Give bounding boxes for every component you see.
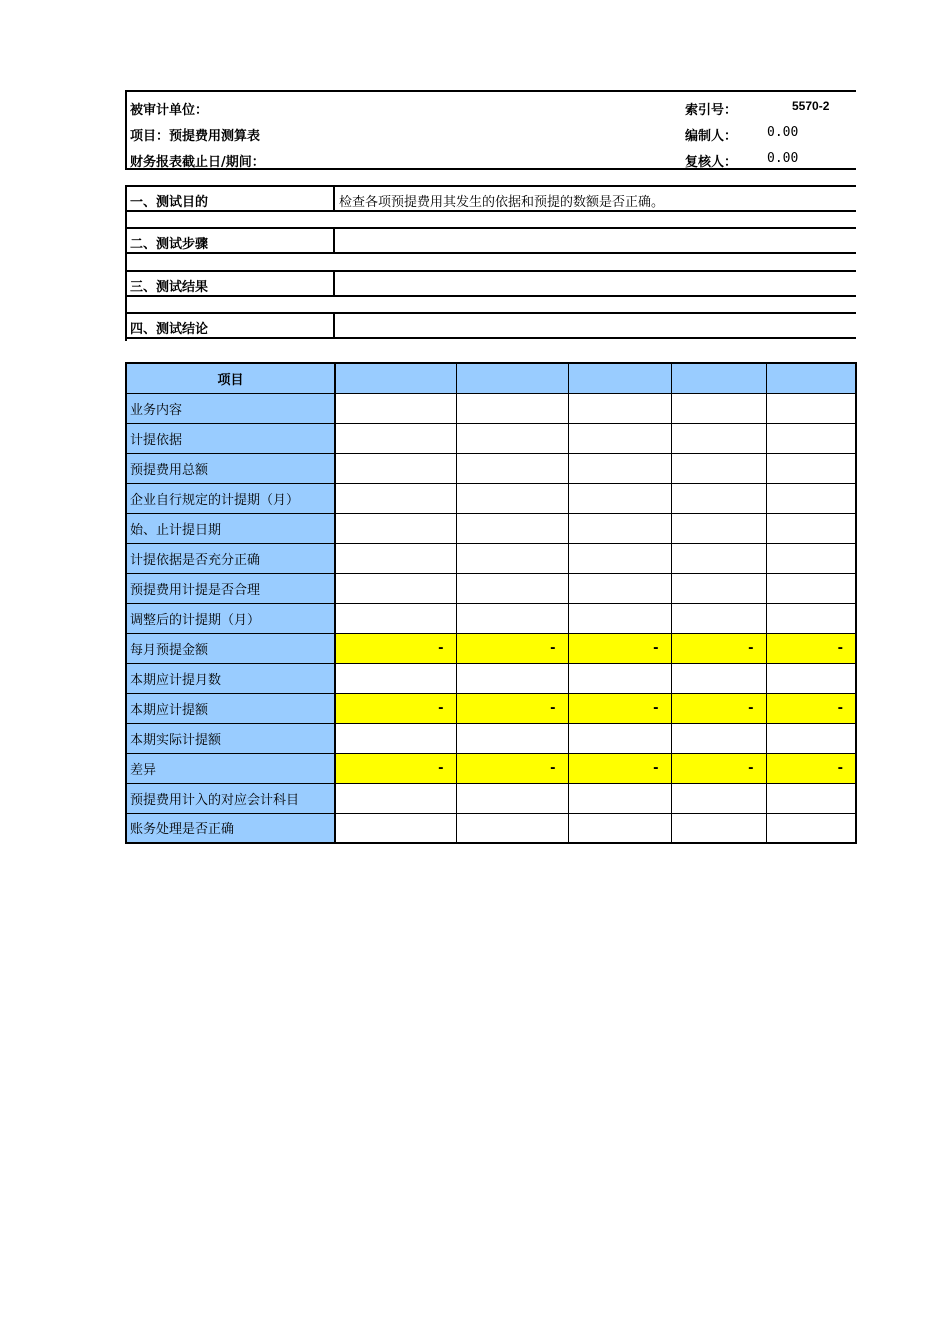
data-cell[interactable] — [766, 723, 856, 753]
data-cell[interactable] — [568, 723, 671, 753]
data-cell[interactable] — [766, 573, 856, 603]
data-cell[interactable] — [766, 783, 856, 813]
table-header-cell[interactable] — [456, 363, 568, 393]
data-cell[interactable] — [766, 453, 856, 483]
table-row — [126, 423, 856, 453]
data-cell[interactable] — [335, 813, 456, 843]
data-cell[interactable] — [568, 783, 671, 813]
row-label: 始、止计提日期 — [126, 513, 335, 543]
data-cell[interactable] — [671, 783, 766, 813]
table-row — [126, 783, 856, 813]
test-steps-label: 二、测试步骤 — [127, 229, 335, 252]
formula-cell[interactable]: - — [335, 633, 456, 663]
data-cell[interactable] — [568, 663, 671, 693]
test-purpose-row — [127, 185, 856, 212]
data-cell[interactable] — [335, 573, 456, 603]
data-cell[interactable] — [671, 513, 766, 543]
row-label: 本期应计提额 — [126, 693, 335, 723]
formula-cell[interactable]: - — [335, 753, 456, 783]
table-header-cell[interactable] — [335, 363, 456, 393]
header-block — [125, 90, 856, 170]
table-header-row — [126, 363, 856, 393]
data-cell[interactable] — [568, 393, 671, 423]
data-cell[interactable] — [456, 783, 568, 813]
table-row — [126, 663, 856, 693]
data-cell[interactable] — [568, 573, 671, 603]
formula-cell[interactable]: - — [568, 753, 671, 783]
data-cell[interactable] — [335, 483, 456, 513]
preparer-label: 编制人： — [685, 129, 738, 144]
data-cell[interactable] — [335, 453, 456, 483]
data-cell[interactable] — [671, 573, 766, 603]
data-cell[interactable] — [766, 423, 856, 453]
project-label: 项目：预提费用测算表 — [130, 129, 261, 144]
formula-cell[interactable]: - — [766, 633, 856, 663]
header-row-auditee — [127, 94, 856, 120]
test-conclusion-label: 四、测试结论 — [127, 314, 335, 337]
data-cell[interactable] — [671, 603, 766, 633]
formula-cell[interactable]: - — [671, 693, 766, 723]
data-cell[interactable] — [671, 423, 766, 453]
data-cell[interactable] — [456, 573, 568, 603]
data-cell[interactable] — [671, 663, 766, 693]
row-label: 本期应计提月数 — [126, 663, 335, 693]
formula-cell[interactable]: - — [568, 633, 671, 663]
formula-cell[interactable]: - — [456, 693, 568, 723]
test-conclusion-row — [127, 312, 856, 339]
auditee-label: 被审计单位： — [130, 103, 209, 118]
data-cell[interactable] — [766, 483, 856, 513]
header-row-period — [127, 146, 856, 172]
index-label: 索引号： — [685, 103, 738, 118]
row-label: 预提费用计入的对应会计科目 — [126, 783, 335, 813]
data-cell[interactable] — [456, 603, 568, 633]
period-label: 财务报表截止日/期间： — [130, 155, 265, 170]
table-row — [126, 813, 856, 843]
accrual-calc-table — [125, 362, 857, 844]
data-cell[interactable] — [766, 393, 856, 423]
row-label: 账务处理是否正确 — [126, 813, 335, 843]
formula-cell[interactable]: - — [456, 633, 568, 663]
data-cell[interactable] — [568, 603, 671, 633]
data-cell[interactable] — [456, 663, 568, 693]
data-cell[interactable] — [671, 393, 766, 423]
data-cell[interactable] — [568, 813, 671, 843]
row-label: 计提依据是否充分正确 — [126, 543, 335, 573]
formula-cell[interactable]: - — [456, 753, 568, 783]
reviewer-label: 复核人： — [685, 155, 738, 170]
data-cell[interactable] — [568, 483, 671, 513]
row-label: 企业自行规定的计提期（月） — [126, 483, 335, 513]
table-row — [126, 483, 856, 513]
table-header-cell[interactable] — [671, 363, 766, 393]
data-cell[interactable] — [568, 453, 671, 483]
header-row-project — [127, 120, 856, 146]
table-row — [126, 543, 856, 573]
table-row — [126, 603, 856, 633]
table-header-cell[interactable] — [766, 363, 856, 393]
test-results-label: 三、测试结果 — [127, 272, 335, 295]
data-cell[interactable] — [568, 423, 671, 453]
test-purpose-label: 一、测试目的 — [127, 187, 335, 210]
row-label: 差异 — [126, 753, 335, 783]
preparer-value: 0.00 — [767, 125, 799, 140]
data-cell[interactable] — [456, 813, 568, 843]
data-cell[interactable] — [766, 813, 856, 843]
data-cell[interactable] — [335, 723, 456, 753]
table-row — [126, 723, 856, 753]
data-cell[interactable] — [766, 603, 856, 633]
row-label: 本期实际计提额 — [126, 723, 335, 753]
data-cell[interactable] — [335, 543, 456, 573]
data-cell[interactable] — [335, 663, 456, 693]
table-row — [126, 693, 856, 723]
data-cell[interactable] — [671, 723, 766, 753]
data-cell[interactable] — [335, 603, 456, 633]
data-cell[interactable] — [766, 513, 856, 543]
data-cell[interactable] — [456, 423, 568, 453]
data-cell[interactable] — [335, 783, 456, 813]
formula-cell[interactable]: - — [568, 693, 671, 723]
data-cell[interactable] — [456, 723, 568, 753]
table-row — [126, 393, 856, 423]
data-cell[interactable] — [766, 543, 856, 573]
row-label: 调整后的计提期（月） — [126, 603, 335, 633]
table-header-label: 项目 — [126, 363, 335, 393]
data-cell[interactable] — [671, 483, 766, 513]
index-value: 5570-2 — [792, 99, 830, 113]
table-row — [126, 573, 856, 603]
row-label: 计提依据 — [126, 423, 335, 453]
table-row — [126, 633, 856, 663]
data-cell[interactable] — [456, 513, 568, 543]
data-cell[interactable] — [335, 423, 456, 453]
table-row — [126, 453, 856, 483]
data-cell[interactable] — [568, 513, 671, 543]
reviewer-value: 0.00 — [767, 151, 799, 166]
formula-cell[interactable]: - — [671, 753, 766, 783]
row-label: 业务内容 — [126, 393, 335, 423]
row-label: 每月预提金额 — [126, 633, 335, 663]
data-cell[interactable] — [671, 453, 766, 483]
test-steps-row — [127, 227, 856, 254]
data-cell[interactable] — [568, 543, 671, 573]
formula-cell[interactable]: - — [335, 693, 456, 723]
formula-cell[interactable]: - — [766, 693, 856, 723]
data-cell[interactable] — [456, 483, 568, 513]
data-cell[interactable] — [766, 663, 856, 693]
table-row — [126, 513, 856, 543]
data-cell[interactable] — [671, 543, 766, 573]
row-label: 预提费用计提是否合理 — [126, 573, 335, 603]
data-cell[interactable] — [335, 513, 456, 543]
data-cell[interactable] — [456, 543, 568, 573]
row-label: 预提费用总额 — [126, 453, 335, 483]
test-sections — [125, 185, 856, 341]
formula-cell[interactable]: - — [766, 753, 856, 783]
test-results-row — [127, 270, 856, 297]
formula-cell[interactable]: - — [671, 633, 766, 663]
table-row — [126, 753, 856, 783]
test-purpose-value[interactable]: 检查各项预提费用其发生的依据和预提的数额是否正确。 — [339, 195, 665, 210]
data-cell[interactable] — [335, 393, 456, 423]
data-cell[interactable] — [671, 813, 766, 843]
data-cell[interactable] — [456, 393, 568, 423]
data-cell[interactable] — [456, 453, 568, 483]
table-header-cell[interactable] — [568, 363, 671, 393]
